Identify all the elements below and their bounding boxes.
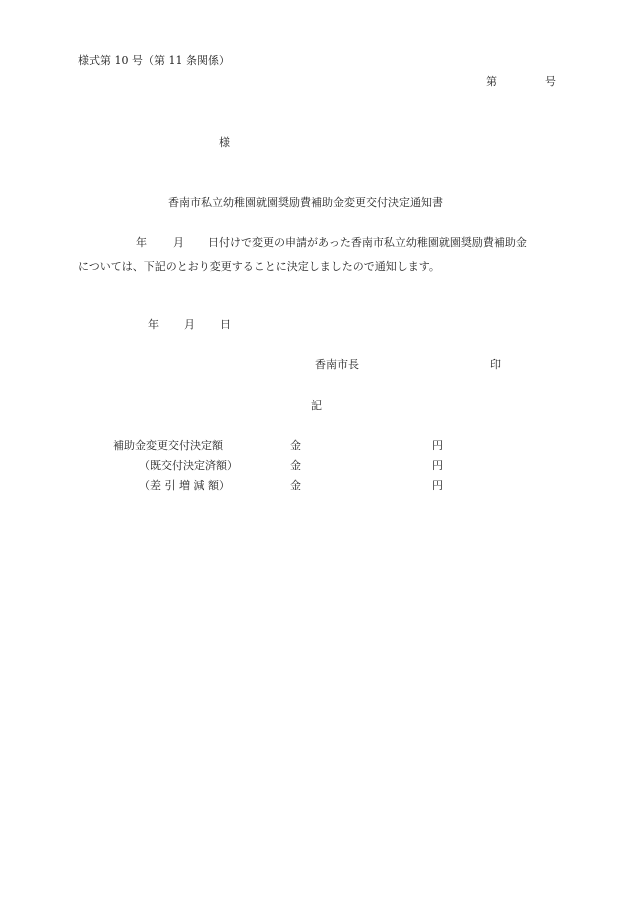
body-date-month: 月: [173, 236, 184, 249]
ki-heading: 記: [311, 399, 322, 412]
document-title: 香南市私立幼稚園就園奨励費補助金変更交付決定通知書: [168, 196, 443, 209]
amount-row-suffix: 円: [432, 459, 443, 472]
doc-number-prefix: 第: [486, 75, 497, 88]
amount-row-prefix: 金: [290, 459, 301, 472]
amount-row-label: （既交付決定済額）: [139, 459, 238, 472]
body-line-2: については、下記のとおり変更することに決定しましたので通知します。: [78, 260, 440, 273]
body-date-year: 年: [136, 236, 147, 249]
amount-row-prefix: 金: [290, 439, 301, 452]
amount-row-suffix: 円: [432, 439, 443, 452]
doc-number-suffix: 号: [545, 75, 556, 88]
amount-row-prefix: 金: [290, 479, 301, 492]
amount-row-label: （差 引 増 減 額）: [139, 479, 230, 492]
amount-row-suffix: 円: [432, 479, 443, 492]
amount-row-label: 補助金変更交付決定額: [113, 439, 223, 452]
form-number: 様式第 10 号（第 11 条関係）: [78, 54, 230, 67]
body-line-1-text: 日付けで変更の申請があった香南市私立幼稚園就園奨励費補助金: [208, 236, 527, 249]
issuer-title: 香南市長: [315, 358, 359, 371]
issue-date-year: 年: [148, 318, 159, 331]
addressee-honorific: 様: [219, 136, 230, 149]
issue-date-month: 月: [184, 318, 195, 331]
issue-date-day: 日: [220, 318, 231, 331]
seal-mark: 印: [490, 358, 501, 371]
